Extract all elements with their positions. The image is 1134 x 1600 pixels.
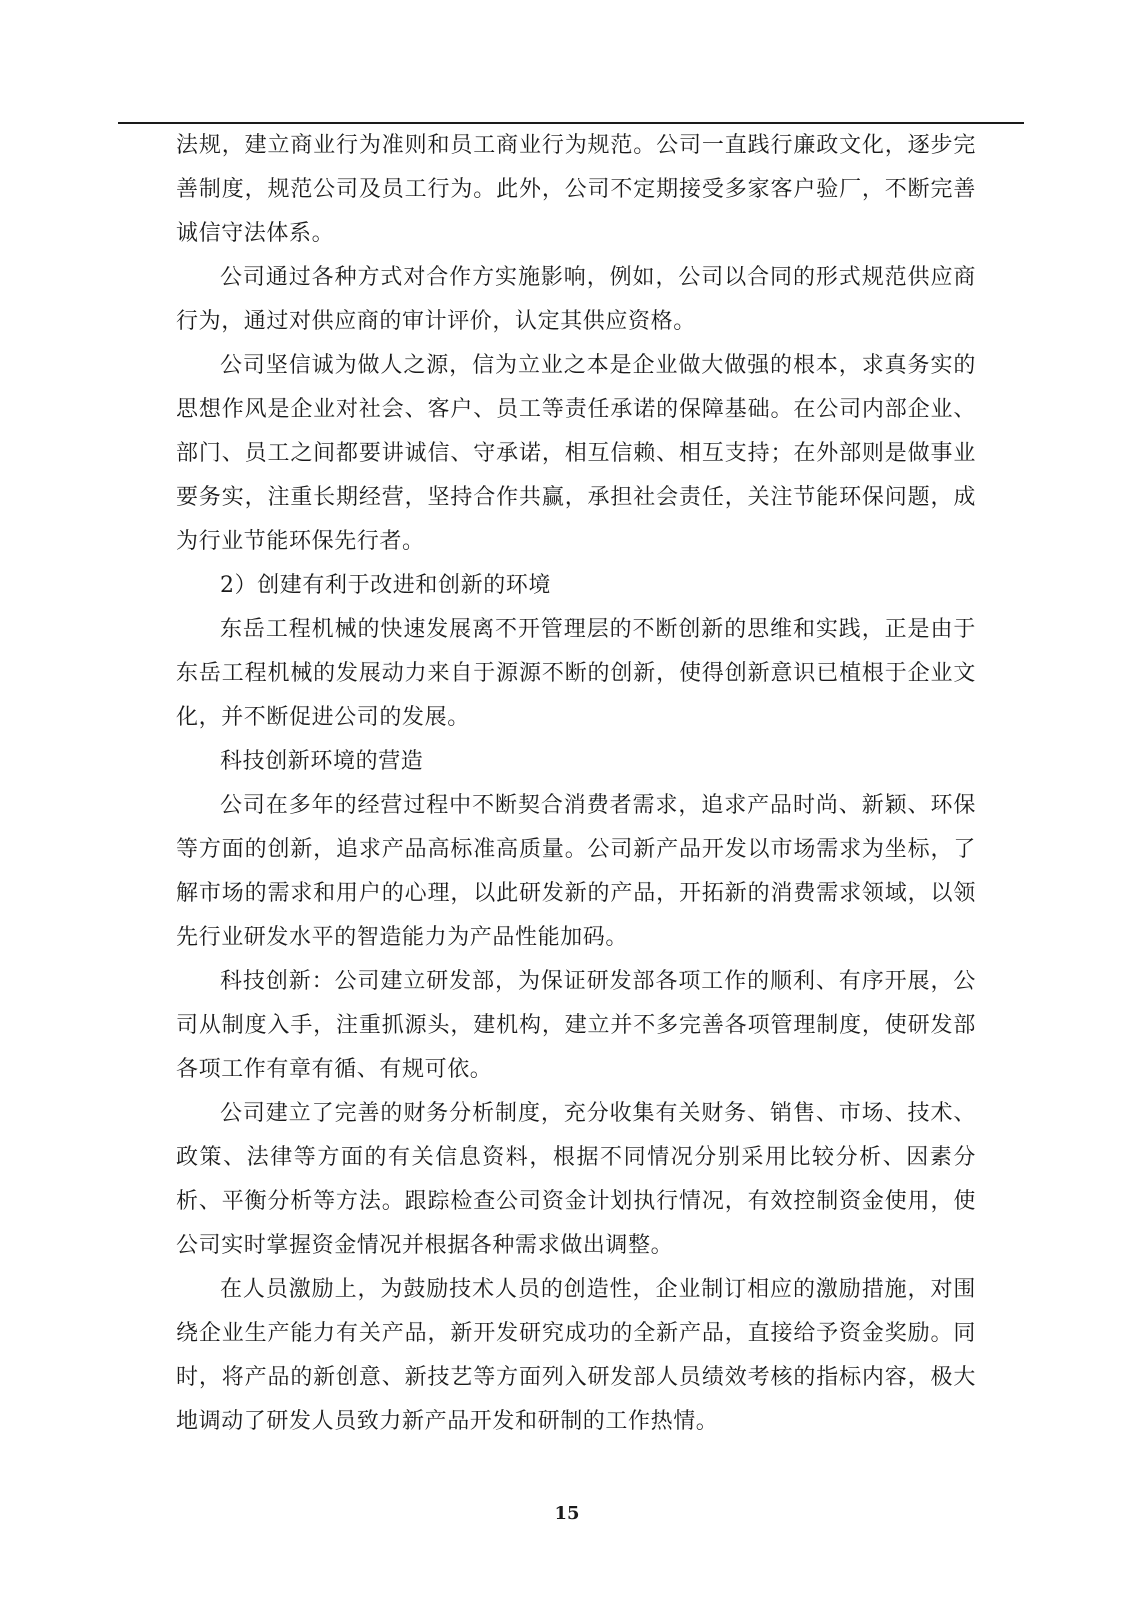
paragraph-8: 科技创新：公司建立研发部，为保证研发部各项工作的顺利、有序开展，公司从制度入手，注重抓源头，建机构，建立并不多完善各项管理制度，使研发部各项工作有章有循、有规可依。 xyxy=(176,969,976,1082)
section-heading: 2）创建有利于改进和创新的环境 xyxy=(220,573,551,598)
paragraph-3: 公司坚信诚为做人之源，信为立业之本是企业做大做强的根本，求真务实的思想作风是企业对社会、客户、员工等责任承诺的保障基础。在公司内部企业、部门、员工之间都要讲诚信、守承诺，相互信赖、相互支持；在外部则是做事业要务实，注重长期经营，坚持合作共赢，承担社会责任，关注节能环保问题，成为行业节能环保先行者。 xyxy=(176,353,976,554)
paragraph-9: 公司建立了完善的财务分析制度，充分收集有关财务、销售、市场、技术、政策、法律等方面的有关信息资料，根据不同情况分别采用比较分析、因素分析、平衡分析等方法。跟踪检查公司资金计划执行情况，有效控制资金使用，使公司实时掌握资金情况并根据各种需求做出调整。 xyxy=(176,1101,976,1258)
paragraph-5: 东岳工程机械的快速发展离不开管理层的不断创新的思维和实践，正是由于东岳工程机械的发展动力来自于源源不断的创新，使得创新意识已植根于企业文化，并不断促进公司的发展。 xyxy=(176,617,976,730)
paragraph-2: 公司通过各种方式对合作方实施影响，例如，公司以合同的形式规范供应商行为，通过对供应商的审计评价，认定其供应资格。 xyxy=(176,265,976,334)
paragraph-10: 在人员激励上，为鼓励技术人员的创造性，企业制订相应的激励措施，对围绕企业生产能力有关产品，新开发研究成功的全新产品，直接给予资金奖励。同时，将产品的新创意、新技艺等方面列入研发部人员绩效考核的指标内容，极大地调动了研发人员致力新产品开发和研制的工作热情。 xyxy=(176,1277,976,1434)
paragraph-7: 公司在多年的经营过程中不断契合消费者需求，追求产品时尚、新颖、环保等方面的创新，追求产品高标准高质量。公司新产品开发以市场需求为坐标，了解市场的需求和用户的心理，以此研发新的产品，开拓新的消费需求领域，以领先行业研发水平的智造能力为产品性能加码。 xyxy=(176,793,976,950)
body-text xyxy=(176,124,976,1444)
page-number: 15 xyxy=(554,1503,580,1524)
paragraph-1: 法规，建立商业行为准则和员工商业行为规范。公司一直践行廉政文化，逐步完善制度，规范公司及员工行为。此外，公司不定期接受多家客户验厂，不断完善诚信守法体系。 xyxy=(176,133,976,246)
subheading: 科技创新环境的营造 xyxy=(220,749,424,774)
